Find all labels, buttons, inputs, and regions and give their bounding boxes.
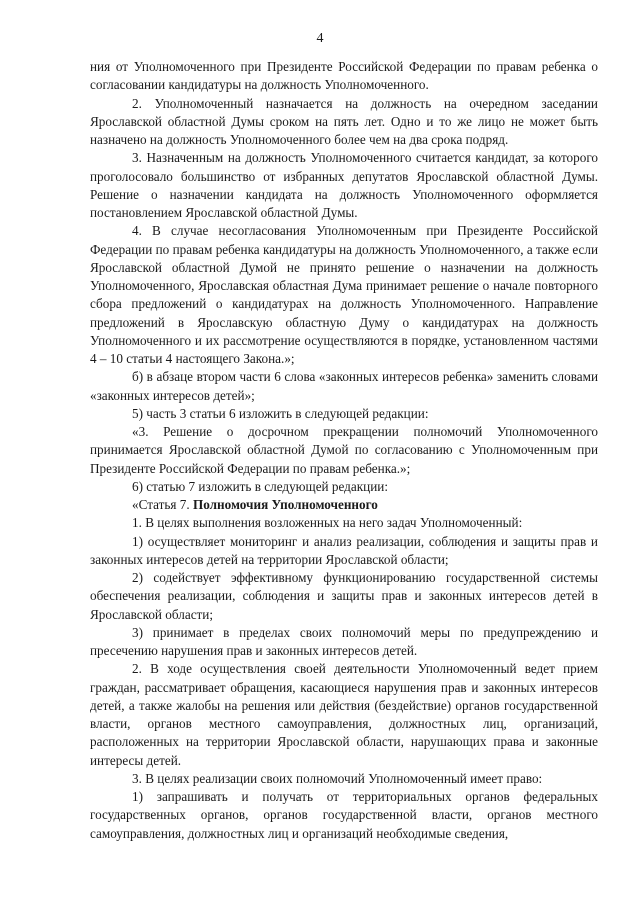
paragraph-item-2: 2. Уполномоченный назначается на должность на очередном заседании Ярославской областной Думы сроком на пять лет. Одно и то же лицо не может быть назначено на должность Уполномоченного более чем на два срока подряд.	[90, 95, 598, 147]
paragraph-amendment-6: 6) статью 7 изложить в следующей редакции:	[132, 478, 388, 494]
article-part-2: 2. В ходе осуществления своей деятельности Уполномоченный ведет прием граждан, рассматривает обращения, касающиеся нарушения прав и законных интересов детей, а также жалобы на решения или действия (бездействие) органов государственной власти, органов местного самоуправления, должностных лиц, организаций, расположенных на территории Ярославской области, нарушающих права и законные интересы детей.	[90, 661, 598, 768]
paragraph-continuation: ния от Уполномоченного при Президенте Российской Федерации по правам ребенка о согласовании кандидатуры на должность Уполномоченного.	[90, 59, 598, 93]
paragraph-item-4: 4. В случае несогласования Уполномоченным при Президенте Российской Федерации по правам ребенка кандидатуры на должность Уполномоченного, а также если Ярославской областной Думой не принято решение о назначении на должность Уполномоченного, Ярославская областная Дума принимает решение о начале повторного сбора предложений о кандидатурах на должность Уполномоченного. Направление предложений в Ярославскую областную Думу о кандидатурах на должность Уполномоченного и их рассмотрение осуществляются в порядке, установленном частями 4 – 10 статьи 4 настоящего Закона.»;	[90, 223, 598, 366]
document-body	[90, 58, 598, 843]
article-part-3-item-1: 1) запрашивать и получать от территориальных органов федеральных государственных органов, органов государственной власти, органов местного самоуправления, должностных лиц и организаций необходимые сведения,	[90, 789, 598, 841]
article-part-1: 1. В целях выполнения возложенных на него задач Уполномоченный:	[132, 515, 523, 531]
paragraph-amendment-5: 5) часть 3 статьи 6 изложить в следующей редакции:	[132, 405, 429, 421]
article-part-1-item-2: 2) содействует эффективному функционированию государственной системы обеспечения реализации, соблюдения и защиты прав и законных интересов детей в Ярославской области;	[90, 570, 598, 622]
article-heading-prefix: «Статья 7.	[132, 497, 193, 512]
article-part-3: 3. В целях реализации своих полномочий Уполномоченный имеет право:	[132, 770, 543, 786]
paragraph-amendment-b: б) в абзаце втором части 6 слова «законных интересов ребенка» заменить словами «законных интересов детей»;	[90, 369, 598, 403]
article-part-1-item-3: 3) принимает в пределах своих полномочий меры по предупреждению и пресечению нарушения прав и законных интересов детей.	[90, 624, 598, 658]
page-number: 4	[316, 31, 324, 46]
article-heading	[90, 496, 598, 514]
paragraph-item-3: 3. Назначенным на должность Уполномоченного считается кандидат, за которого проголосовало большинство от избранных депутатов Ярославской областной Думы. Решение о назначении кандидата на должность Уполномоченного оформляется постановлением Ярославской областной Думы.	[90, 150, 598, 220]
article-part-1-item-1: 1) осуществляет мониторинг и анализ реализации, соблюдения и защиты прав и законных интересов детей на территории Ярославской области;	[90, 533, 598, 567]
article-heading-title: Полномочия Уполномоченного	[192, 497, 378, 512]
paragraph-quoted-part-3: «3. Решение о досрочном прекращении полномочий Уполномоченного принимается Ярославской областной Думой по согласованию с Уполномоченным при Президенте Российской Федерации по правам ребенка.»;	[90, 424, 598, 476]
